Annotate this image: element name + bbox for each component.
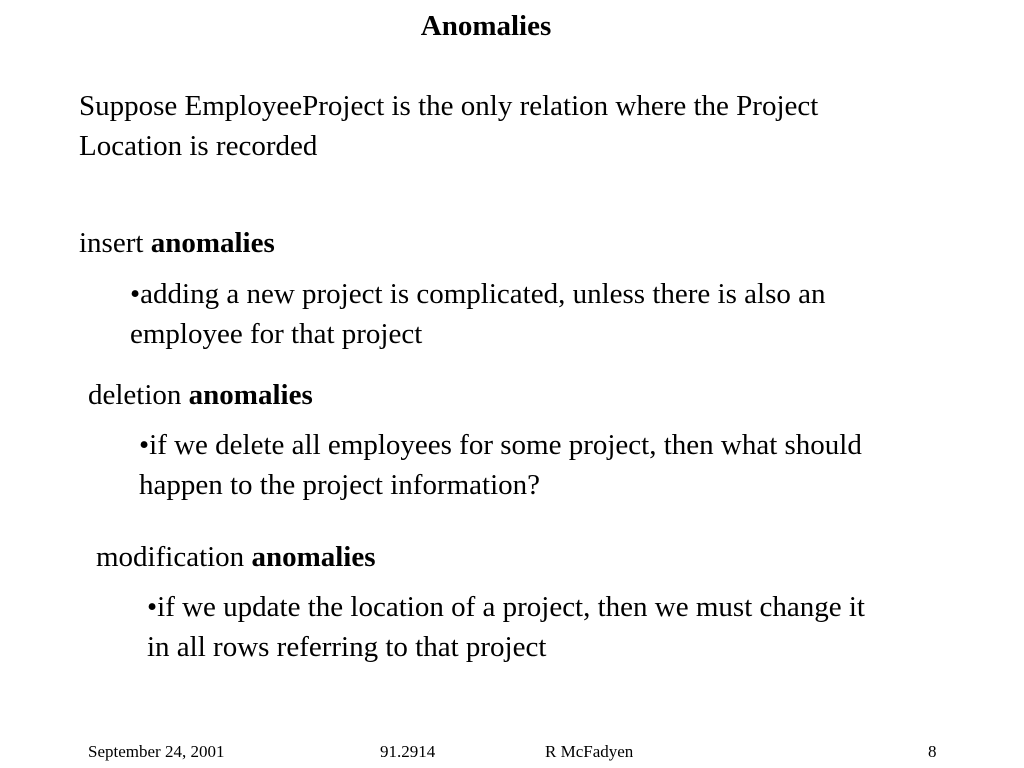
deletion-anomalies-bullet: •if we delete all employees for some project, then what should happen to the project information? [139, 429, 862, 501]
intro-text: Suppose EmployeeProject is the only relation where the Project Location is recorded [79, 90, 819, 162]
footer-page-number: 8 [928, 742, 937, 761]
modification-anomalies-bullet: •if we update the location of a project, then we must change it in all rows referring to that project [147, 591, 865, 663]
footer-course-number: 91.2914 [380, 742, 436, 761]
deletion-anomalies-heading [88, 377, 313, 413]
insert-heading-emphasis: anomalies [150, 227, 275, 259]
modification-heading-emphasis: anomalies [251, 541, 376, 573]
insert-anomalies-bullet: •adding a new project is complicated, unless there is also an employee for that project [130, 278, 826, 350]
deletion-heading-emphasis: anomalies [188, 379, 313, 411]
insert-anomalies-heading [79, 225, 275, 261]
footer-date: September 24, 2001 [88, 742, 225, 761]
modification-anomalies-heading [96, 539, 376, 575]
deletion-heading-lead: deletion [88, 379, 189, 411]
slide-title: Anomalies [420, 10, 552, 42]
insert-heading-lead: insert [79, 227, 151, 259]
modification-heading-lead: modification [96, 541, 252, 573]
footer-author: R McFadyen [545, 742, 634, 761]
